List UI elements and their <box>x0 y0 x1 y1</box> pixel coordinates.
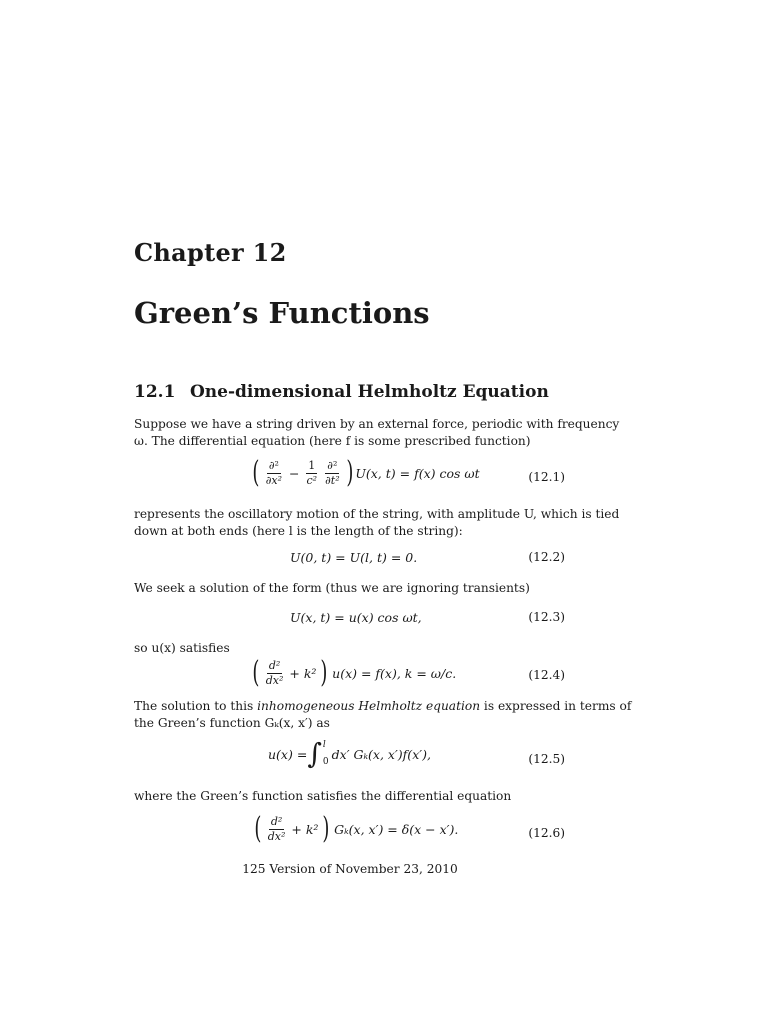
paragraph-3: We seek a solution of the form (thus we are ignoring transients) <box>134 581 530 595</box>
fraction-partial-t: $\frac{\text{∂²}}{\text{∂t²}}$ <box>325 458 340 487</box>
paragraph-1-line-1: Suppose we have a string driven by an external force, periodic with frequency <box>134 417 620 431</box>
equation-number-12-6: (12.6) <box>528 826 565 840</box>
paragraph-1 <box>134 416 620 450</box>
equation-number-12-1: (12.1) <box>528 470 565 484</box>
paragraph-5-line-1: The solution to this inhomogeneous Helmholtz equation is expressed in terms of <box>134 699 632 713</box>
paragraph-4: so u(x) satisfies <box>134 641 230 655</box>
paragraph-1-line-2: ω. The differential equation (here f is some prescribed function) <box>134 434 531 448</box>
paragraph-5 <box>134 698 632 732</box>
equation-12-5: u(x) = ∫ l 0 dx′ Gₖ(x, x′)f(x′), <box>268 737 431 770</box>
equation-rhs: U(x, t) = f(x) cos ωt <box>355 465 480 481</box>
equation-12-1: ( $\frac{\text{∂²}}{\text{∂x²}}$ − $\frac{1}{\text{c²}}$ $\frac{\text{∂²}}{\text{∂t²}}$ ) U(x, t) = f(x) cos ωt <box>252 455 480 490</box>
equation-number-12-4: (12.4) <box>528 668 565 682</box>
paragraph-5-line-2: the Green’s function Gₖ(x, x′) as <box>134 716 330 730</box>
integral-limits: l 0 <box>322 740 329 767</box>
paragraph-2-line-1: represents the oscillatory motion of the string, with amplitude U, which is tied <box>134 507 620 521</box>
page-footer: 125 Version of November 23, 2010 <box>242 862 458 876</box>
equation-number-12-5: (12.5) <box>528 752 565 766</box>
equation-12-6: ( $\frac{\text{d²}}{\text{dx²}}$ + k² ) Gₖ(x, x′) = δ(x − x′). <box>254 811 459 846</box>
equation-12-3: U(x, t) = u(x) cos ωt, <box>290 610 422 625</box>
equation-number-12-3: (12.3) <box>528 610 565 624</box>
right-paren: ) <box>320 655 328 690</box>
chapter-title: Green’s Functions <box>134 296 430 330</box>
paragraph-2 <box>134 506 620 540</box>
paragraph-6: where the Green’s function satisfies the differential equation <box>134 789 512 803</box>
equation-number-12-2: (12.2) <box>528 550 565 564</box>
left-paren: ( <box>254 811 262 846</box>
fraction-d2-dx2: $\frac{\text{d²}}{\text{dx²}}$ <box>267 814 286 843</box>
right-paren: ) <box>322 811 330 846</box>
fraction-d2-dx2: $\frac{\text{d²}}{\text{dx²}}$ <box>265 658 284 687</box>
section-number: 12.1 <box>134 382 176 402</box>
section-heading <box>134 382 549 402</box>
emphasized-term: inhomogeneous Helmholtz equation <box>257 699 481 713</box>
equation-12-4: ( $\frac{\text{d²}}{\text{dx²}}$ + k² ) u(x) = f(x), k = ω/c. <box>252 655 457 690</box>
left-paren: ( <box>252 455 260 490</box>
section-title: One-dimensional Helmholtz Equation <box>190 382 549 402</box>
integral-sign: ∫ <box>307 737 322 770</box>
paragraph-2-line-2: down at both ends (here l is the length of the string): <box>134 524 463 538</box>
left-paren: ( <box>252 655 260 690</box>
equation-12-2: U(0, t) = U(l, t) = 0. <box>290 550 418 565</box>
fraction-one-over-c2: $\frac{1}{\text{c²}}$ <box>306 458 318 487</box>
right-paren: ) <box>345 455 353 490</box>
fraction-partial-x: $\frac{\text{∂²}}{\text{∂x²}}$ <box>265 458 283 487</box>
chapter-label: Chapter 12 <box>134 238 287 267</box>
integral <box>307 737 329 770</box>
